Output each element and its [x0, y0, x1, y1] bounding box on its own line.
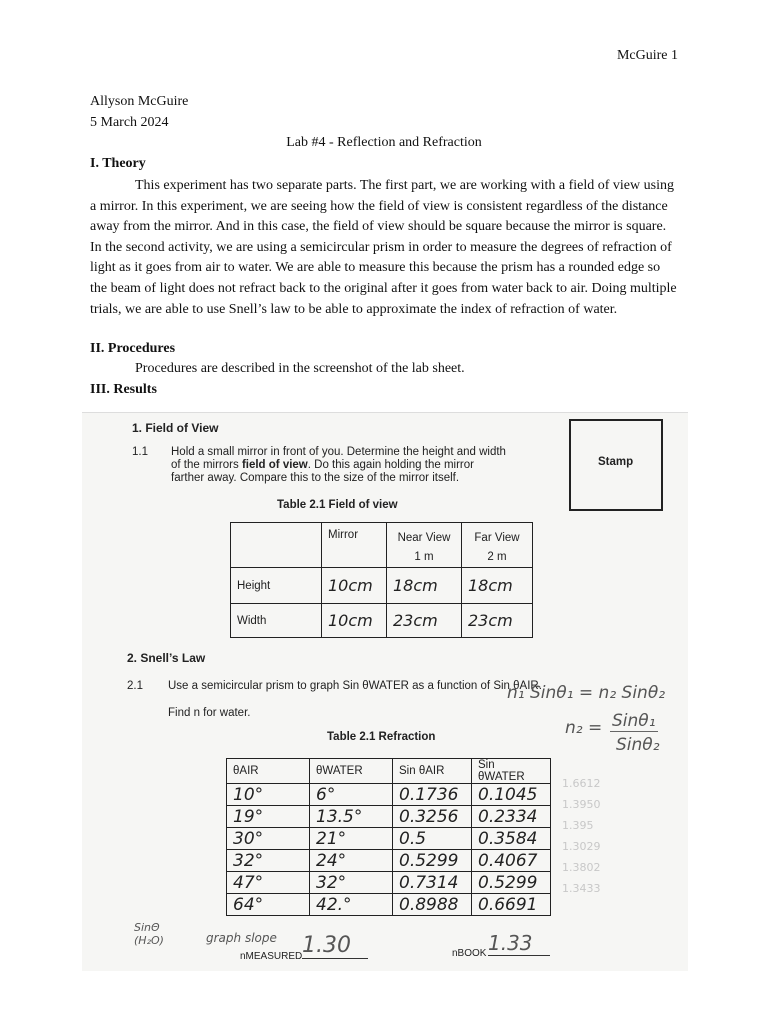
theta-air-value: 30°: [227, 828, 310, 850]
faint-margin-values: [562, 773, 601, 899]
sin-theta-water-value: 0.1045: [472, 784, 551, 806]
field-of-view-emphasis: field of view: [241, 459, 308, 471]
stamp-label: Stamp: [598, 456, 634, 468]
sin-theta-water-value: 0.3584: [472, 828, 551, 850]
theta-air-value: 32°: [227, 850, 310, 872]
document-date: 5 March 2024: [90, 115, 169, 130]
section1-title: 1. Field of View: [132, 421, 219, 435]
results-heading: III. Results: [90, 382, 157, 397]
table1-header-row: [231, 523, 533, 568]
sin-theta-air-value: 0.3256: [393, 806, 472, 828]
n2-formula-numerator: Sinθ₁: [612, 711, 656, 731]
field-of-view-table: [230, 522, 533, 638]
item-2-1-number: 2.1: [127, 680, 143, 692]
document-title: Lab #4 - Reflection and Refraction: [286, 135, 482, 150]
table-row: [227, 894, 551, 916]
theta-water-value: 6°: [310, 784, 393, 806]
n-book-label: nBOOK: [452, 948, 487, 959]
theta-water-value: 32°: [310, 872, 393, 894]
table1-corner: [231, 523, 322, 568]
sin-theta-water-value: 0.5299: [472, 872, 551, 894]
table-row: [227, 828, 551, 850]
row-label-width: Width: [231, 604, 322, 638]
table1-near-label: Near View: [397, 532, 451, 544]
item-1-1-line2a: of the mirrors: [171, 459, 242, 471]
table1-near-distance: 1 m: [414, 551, 434, 563]
lab-sheet-image: [82, 412, 688, 971]
section2-title: 2. Snell’s Law: [127, 651, 206, 665]
sin-theta-air-value: 0.8988: [393, 894, 472, 916]
theta-air-value: 19°: [227, 806, 310, 828]
page-header: McGuire 1: [616, 48, 678, 63]
theory-paragraph: This experiment has two separate parts. The first part, we are working with a field of view using a mirror. In this experiment, we are seeing how the field of view is consistent regardless of the distance away from the mirror. And in this case, the field of view should be square because the mirror is square. In the second activity, we are using a semicircular prism in order to measure the degrees of refraction of light as it goes from air to water. We are able to measure this because the prism has a rounded edge so the beam of light does not refract back to the original after it goes from water back to air. Doing multiple trials, we are able to use Snell’s law to be able to approximate the index of refraction of water.: [90, 178, 677, 317]
sin-theta-water-value: 0.6691: [472, 894, 551, 916]
table1-far-label: Far View: [474, 532, 520, 544]
width-mirror-value: 10cm: [322, 604, 387, 638]
header-sin-theta-water: Sin θWATER: [472, 759, 551, 784]
n2-formula-denominator: Sinθ₂: [616, 735, 660, 755]
width-far-value: 23cm: [462, 604, 533, 638]
procedures-paragraph: Procedures are described in the screenshot of the lab sheet.: [135, 361, 465, 376]
table-row: [227, 872, 551, 894]
n-measured-label: nMEASURED: [240, 951, 303, 962]
faint-value: 1.3802: [562, 861, 601, 874]
sin-theta-air-value: 0.7314: [393, 872, 472, 894]
faint-value: 1.3433: [562, 882, 601, 895]
height-near-value: 18cm: [387, 568, 462, 604]
procedures-heading: II. Procedures: [90, 341, 176, 356]
table2-caption: Table 2.1 Refraction: [327, 731, 436, 743]
theta-water-value: 21°: [310, 828, 393, 850]
table1-header-mirror: Mirror: [322, 523, 387, 568]
table-row: [231, 568, 533, 604]
sin-theta-air-value: 0.1736: [393, 784, 472, 806]
sin-theta-water-value: 0.4067: [472, 850, 551, 872]
item-1-1-line2: [171, 459, 474, 471]
header-sin-theta-air: Sin θAIR: [393, 759, 472, 784]
refraction-table: [226, 758, 551, 916]
table-row: [227, 806, 551, 828]
sin-theta-air-value: 0.5: [393, 828, 472, 850]
sin-theta-water-value: 0.2334: [472, 806, 551, 828]
faint-value: 1.395: [562, 819, 594, 832]
item-1-1-line1: Hold a small mirror in front of you. Determine the height and width: [171, 446, 506, 458]
item-2-1-text: Use a semicircular prism to graph Sin θWATER as a function of Sin θAIR.: [168, 680, 542, 692]
table2-header-row: [227, 759, 551, 784]
faint-value: 1.3029: [562, 840, 601, 853]
table1-header-far: [462, 523, 533, 568]
item-1-1-line2c: . Do this again holding the mirror: [307, 459, 474, 471]
n-book-value: 1.33: [488, 931, 550, 956]
theta-air-value: 64°: [227, 894, 310, 916]
table-row: [231, 604, 533, 638]
faint-value: 1.6612: [562, 777, 601, 790]
height-mirror-value: 10cm: [322, 568, 387, 604]
header-theta-water: θWATER: [310, 759, 393, 784]
row-label-height: Height: [231, 568, 322, 604]
table-row: [227, 850, 551, 872]
faint-value: 1.3950: [562, 798, 601, 811]
n2-formula-lhs: n₂ =: [565, 718, 603, 738]
table1-header-near: [387, 523, 462, 568]
theta-air-value: 10°: [227, 784, 310, 806]
sin-theta-air-value: 0.5299: [393, 850, 472, 872]
table1-far-distance: 2 m: [487, 551, 507, 563]
snells-law-formula: n₁ Sinθ₁ = n₂ Sinθ₂: [507, 683, 666, 703]
item-2-1-find: Find n for water.: [168, 707, 251, 719]
item-1-1-number: 1.1: [132, 446, 148, 458]
theory-heading: I. Theory: [90, 156, 146, 171]
table-row: [227, 784, 551, 806]
theta-water-value: 42.°: [310, 894, 393, 916]
margin-note: SinΘ (H₂O): [134, 921, 164, 947]
theta-water-value: 24°: [310, 850, 393, 872]
n-measured-value: 1.30: [302, 933, 368, 959]
header-theta-air: θAIR: [227, 759, 310, 784]
theta-air-value: 47°: [227, 872, 310, 894]
height-far-value: 18cm: [462, 568, 533, 604]
graph-slope-note: graph slope: [206, 931, 277, 945]
author-name: Allyson McGuire: [90, 94, 189, 109]
width-near-value: 23cm: [387, 604, 462, 638]
theta-water-value: 13.5°: [310, 806, 393, 828]
table1-caption: Table 2.1 Field of view: [277, 499, 398, 511]
item-1-1-line3: farther away. Compare this to the size of the mirror itself.: [171, 472, 460, 484]
